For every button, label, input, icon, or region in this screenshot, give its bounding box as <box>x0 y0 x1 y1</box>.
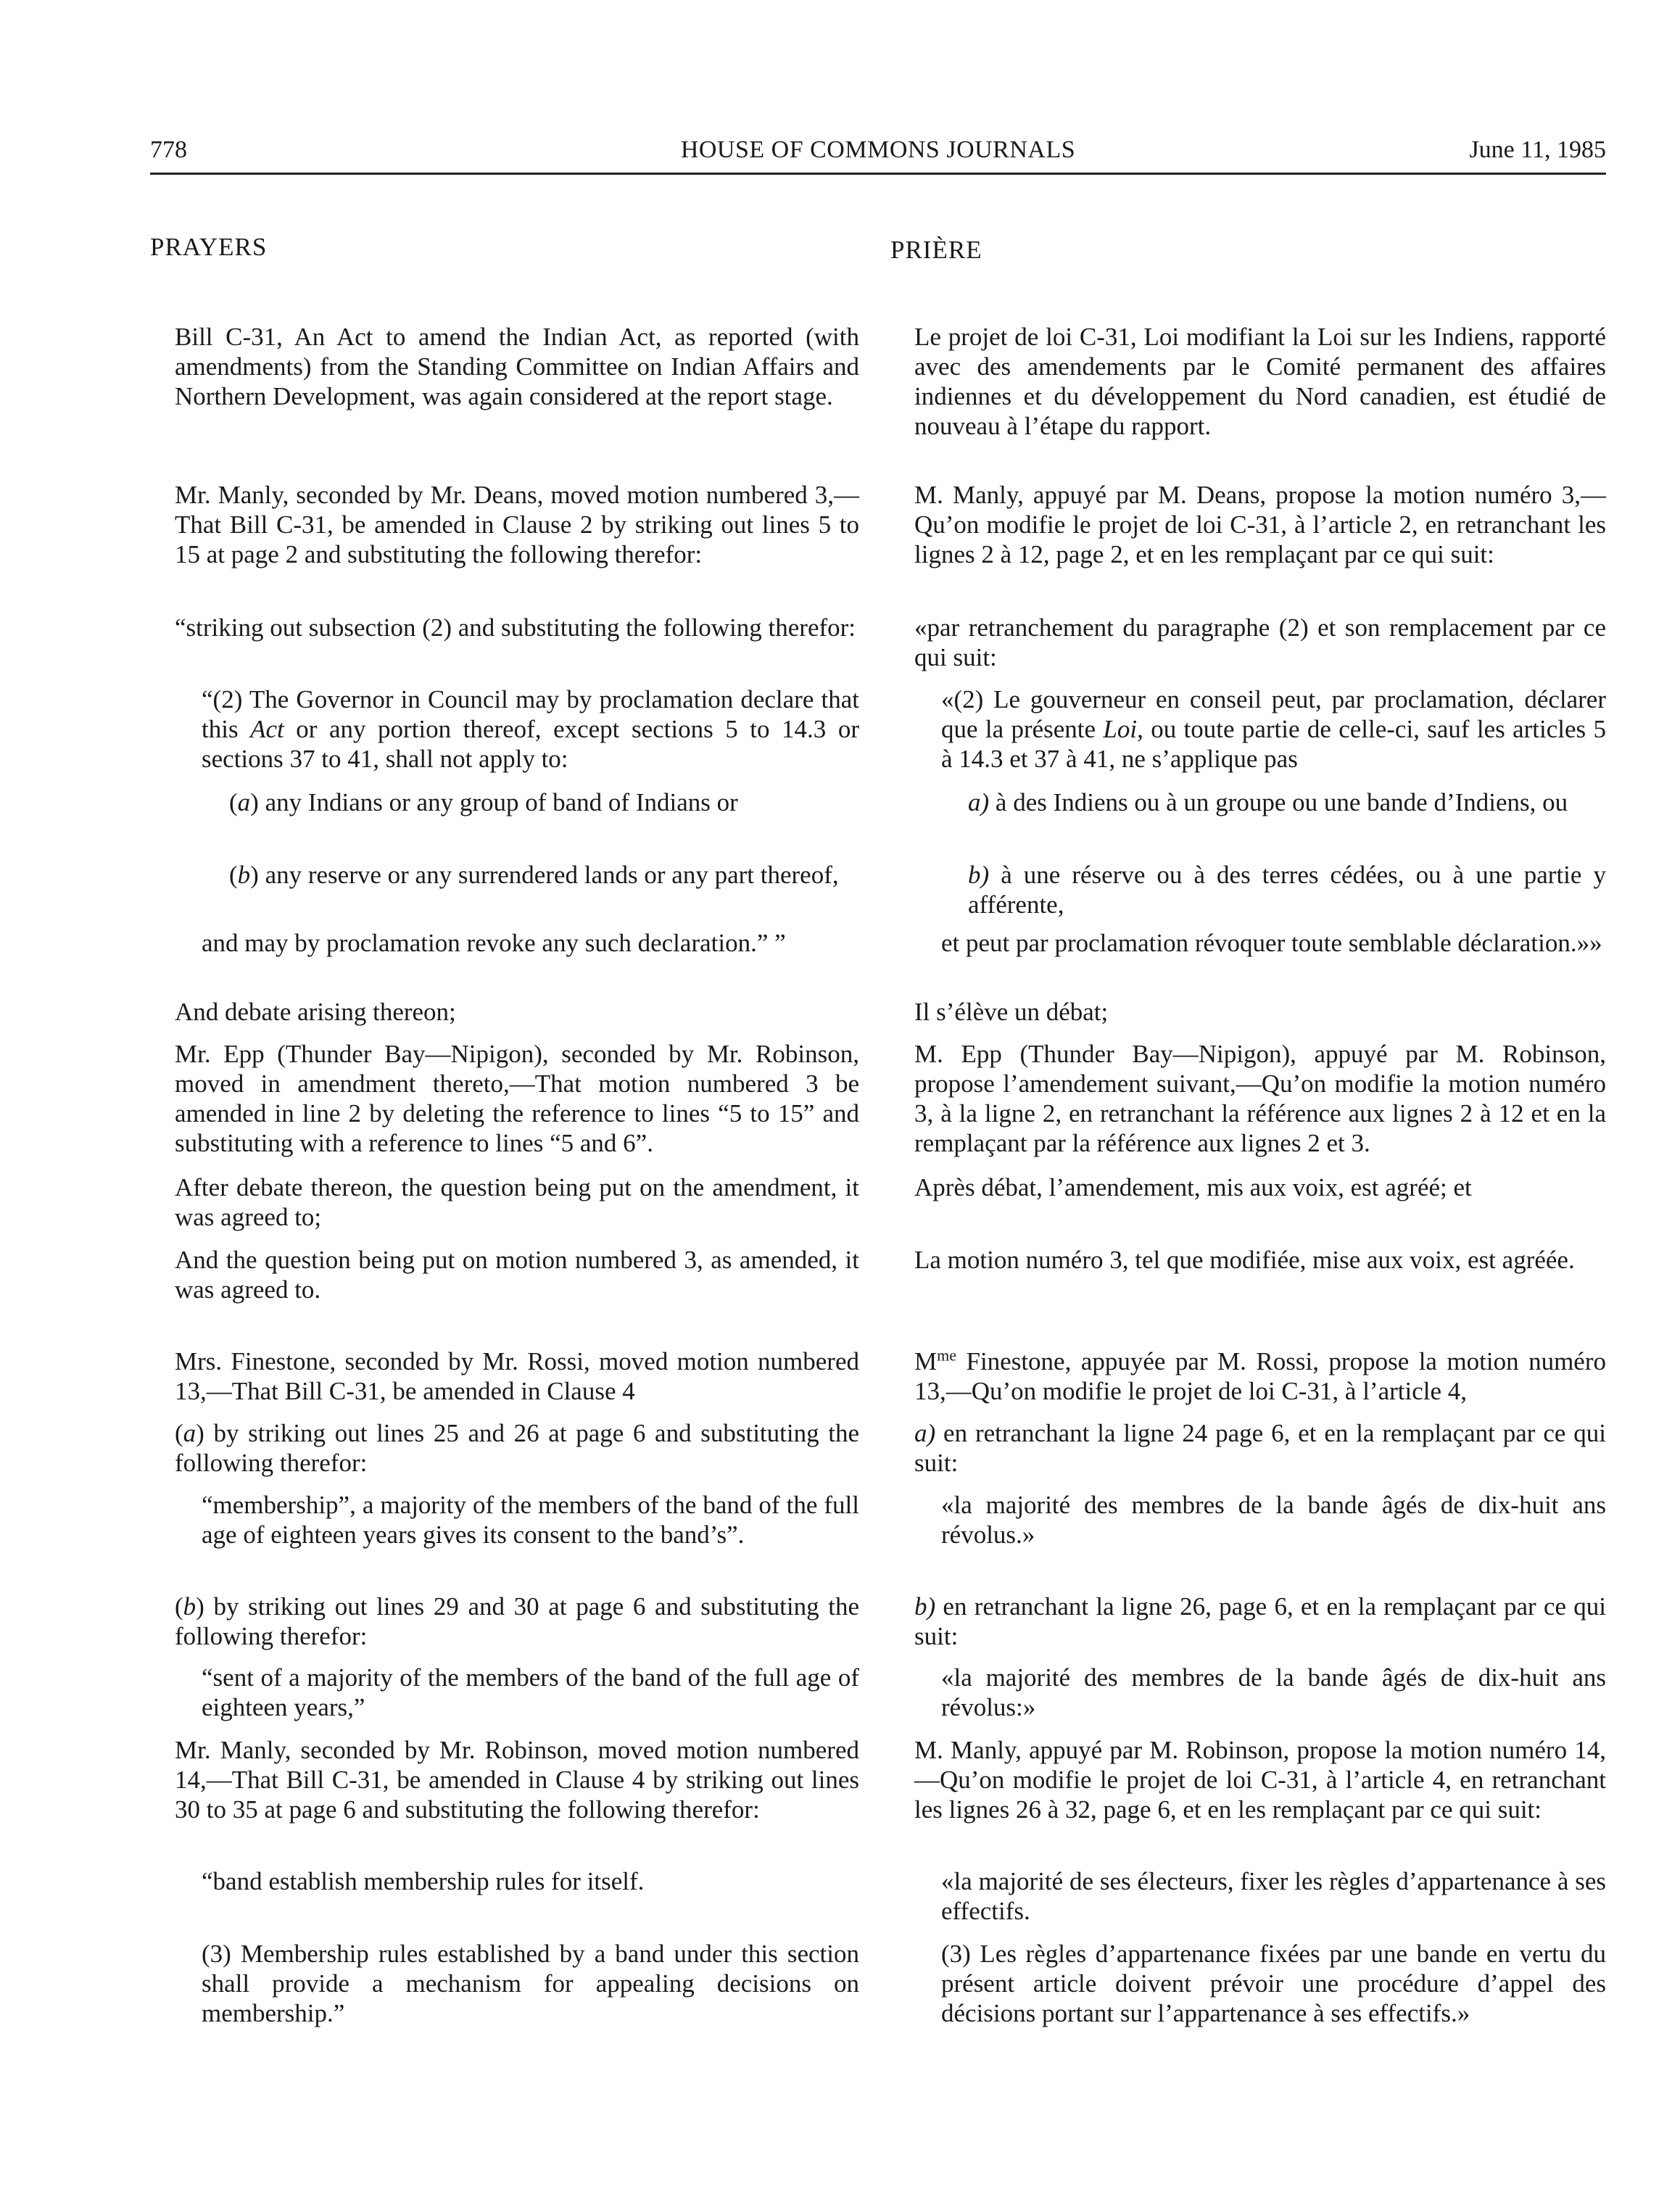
french-motion3-subsection: «(2) Le gouverneur en conseil peut, par proclamation, déclarer que la présente Loi, ou toute partie de celle-ci, sauf les articles 5 à 14.3 et 37 à 41, ne s’applique pas <box>941 685 1606 773</box>
french-motion3-close: et peut par proclamation révoquer toute semblable déclaration.»» <box>941 929 1602 957</box>
page-header <box>150 136 1606 175</box>
french-bill-intro: Le projet de loi C-31, Loi modifiant la Loi sur les Indiens, rapporté avec des amendements par le Comité permanent des affaires indiennes et du développement du Nord canadien, est étudié de nouveau à l’étape du rapport. <box>914 323 1606 440</box>
english-motion14-intro: Mr. Manly, seconded by Mr. Robinson, moved motion numbered 14,—That Bill C-31, be amended in Clause 4 by striking out lines 30 to 35 at page 6 and substituting the following therefor: <box>175 1736 859 1824</box>
english-question-put: And the question being put on motion numbered 3, as amended, it was agreed to. <box>175 1246 859 1304</box>
english-motion14-quote2: (3) Membership rules established by a band under this section shall provide a mechanism for appealing decisions on membership.” <box>202 1940 859 2027</box>
english-motion3-close: and may by proclamation revoke any such declaration.” ” <box>202 929 786 957</box>
english-motion3-subsection: “(2) The Governor in Council may by proclamation declare that this Act or any portion thereof, except sections 5 to 14.3 or sections 37 to 41, shall not apply to: <box>202 685 859 773</box>
english-motion13-quote-a: “membership”, a majority of the members of the band of the full age of eighteen years gives its consent to the band’s”. <box>202 1491 859 1549</box>
english-motion13-intro: Mrs. Finestone, seconded by Mr. Rossi, moved motion numbered 13,—That Bill C-31, be amended in Clause 4 <box>175 1347 859 1405</box>
english-motion3-intro: Mr. Manly, seconded by Mr. Deans, moved motion numbered 3,—That Bill C-31, be amended in Clause 2 by striking out lines 5 to 15 at page 2 and substituting the following therefor: <box>175 481 859 568</box>
english-epp-amendment: Mr. Epp (Thunder Bay—Nipigon), seconded by Mr. Robinson, moved in amendment thereto,—That motion numbered 3 be amended in line 2 by deleting the reference to lines “5 to 15” and substituting with a reference to lines “5 and 6”. <box>175 1040 859 1157</box>
french-motion14-quote2: (3) Les règles d’appartenance fixées par une bande en vertu du présent article doivent prévoir une procédure d’appel des décisions portant sur l’appartenance à ses effectifs.» <box>941 1940 1606 2027</box>
french-after-debate: Après débat, l’amendement, mis aux voix, est agréé; et <box>914 1173 1472 1201</box>
english-motion13-para-b: (b) by striking out lines 29 and 30 at page 6 and substituting the following therefor: <box>175 1592 859 1650</box>
english-motion13-quote-b: “sent of a majority of the members of the band of the full age of eighteen years,” <box>202 1663 859 1721</box>
french-epp-amendment: M. Epp (Thunder Bay—Nipigon), appuyé par M. Robinson, propose l’amendement suivant,—Qu’on modifie la motion numéro 3, à la ligne 2, en retranchant la référence aux lignes 2 à 12 et en la remplaçant par la référence aux lignes 2 et 3. <box>914 1040 1606 1157</box>
french-question-put: La motion numéro 3, tel que modifiée, mise aux voix, est agréée. <box>914 1246 1575 1274</box>
english-debate: And debate arising thereon; <box>175 998 456 1026</box>
english-bill-intro: Bill C-31, An Act to amend the Indian Act, as reported (with amendments) from the Standing Committee on Indian Affairs and Northern Development, was again considered at the report stage. <box>175 323 859 410</box>
english-motion14-quote1: “band establish membership rules for itself. <box>202 1867 645 1895</box>
english-motion3-para-a: (a) any Indians or any group of band of Indians or <box>229 788 738 816</box>
french-motion3-intro: M. Manly, appuyé par M. Deans, propose la motion numéro 3,—Qu’on modifie le projet de loi C-31, à l’article 2, en retranchant les lignes 2 à 12, page 2, et en les remplaçant par ce qui suit: <box>914 481 1606 568</box>
french-motion13-para-a: a) en retranchant la ligne 24 page 6, et en la remplaçant par ce qui suit: <box>914 1419 1606 1477</box>
english-motion3-quote: “striking out subsection (2) and substituting the following therefor: <box>175 613 856 642</box>
french-motion3-para-b: b) à une réserve ou à des terres cédées, ou à une partie y afférente, <box>968 861 1606 919</box>
french-motion13-intro: $M^{me}$ Finestone, appuyée par M. Rossi, propose la motion numéro 13,—Qu’on modifie le projet de loi C-31, à l’article 4, <box>914 1346 1606 1405</box>
french-motion3-para-a: a) à des Indiens ou à un groupe ou une bande d’Indiens, ou <box>968 788 1568 816</box>
journal-title: HOUSE OF COMMONS JOURNALS <box>680 136 1076 163</box>
french-motion14-quote1: «la majorité de ses électeurs, fixer les règles d’appartenance à ses effectifs. <box>941 1867 1606 1925</box>
french-motion13-para-b: b) en retranchant la ligne 26, page 6, et en la remplaçant par ce qui suit: <box>914 1592 1606 1650</box>
page-number: 778 <box>150 136 187 163</box>
english-after-debate: After debate thereon, the question being put on the amendment, it was agreed to; <box>175 1173 859 1231</box>
french-heading: PRIÈRE <box>890 236 982 264</box>
english-heading: PRAYERS <box>150 233 268 261</box>
french-motion13-quote-b: «la majorité des membres de la bande âgés de dix-huit ans révolus:» <box>941 1663 1606 1721</box>
english-motion13-para-a: (a) by striking out lines 25 and 26 at page 6 and substituting the following therefor: <box>175 1419 859 1477</box>
french-debate: Il s’élève un débat; <box>914 998 1109 1026</box>
french-motion3-quote: «par retranchement du paragraphe (2) et son remplacement par ce qui suit: <box>914 613 1606 671</box>
french-motion13-quote-a: «la majorité des membres de la bande âgés de dix-huit ans révolus.» <box>941 1491 1606 1549</box>
french-motion14-intro: M. Manly, appuyé par M. Robinson, propose la motion numéro 14,—Qu’on modifie le projet de loi C-31, à l’article 4, en retranchant les lignes 26 à 32, page 6, et en les remplaçant par ce qui suit: <box>914 1736 1606 1824</box>
journal-date: June 11, 1985 <box>1469 136 1606 163</box>
english-motion3-para-b: (b) any reserve or any surrendered lands or any part thereof, <box>229 861 839 889</box>
